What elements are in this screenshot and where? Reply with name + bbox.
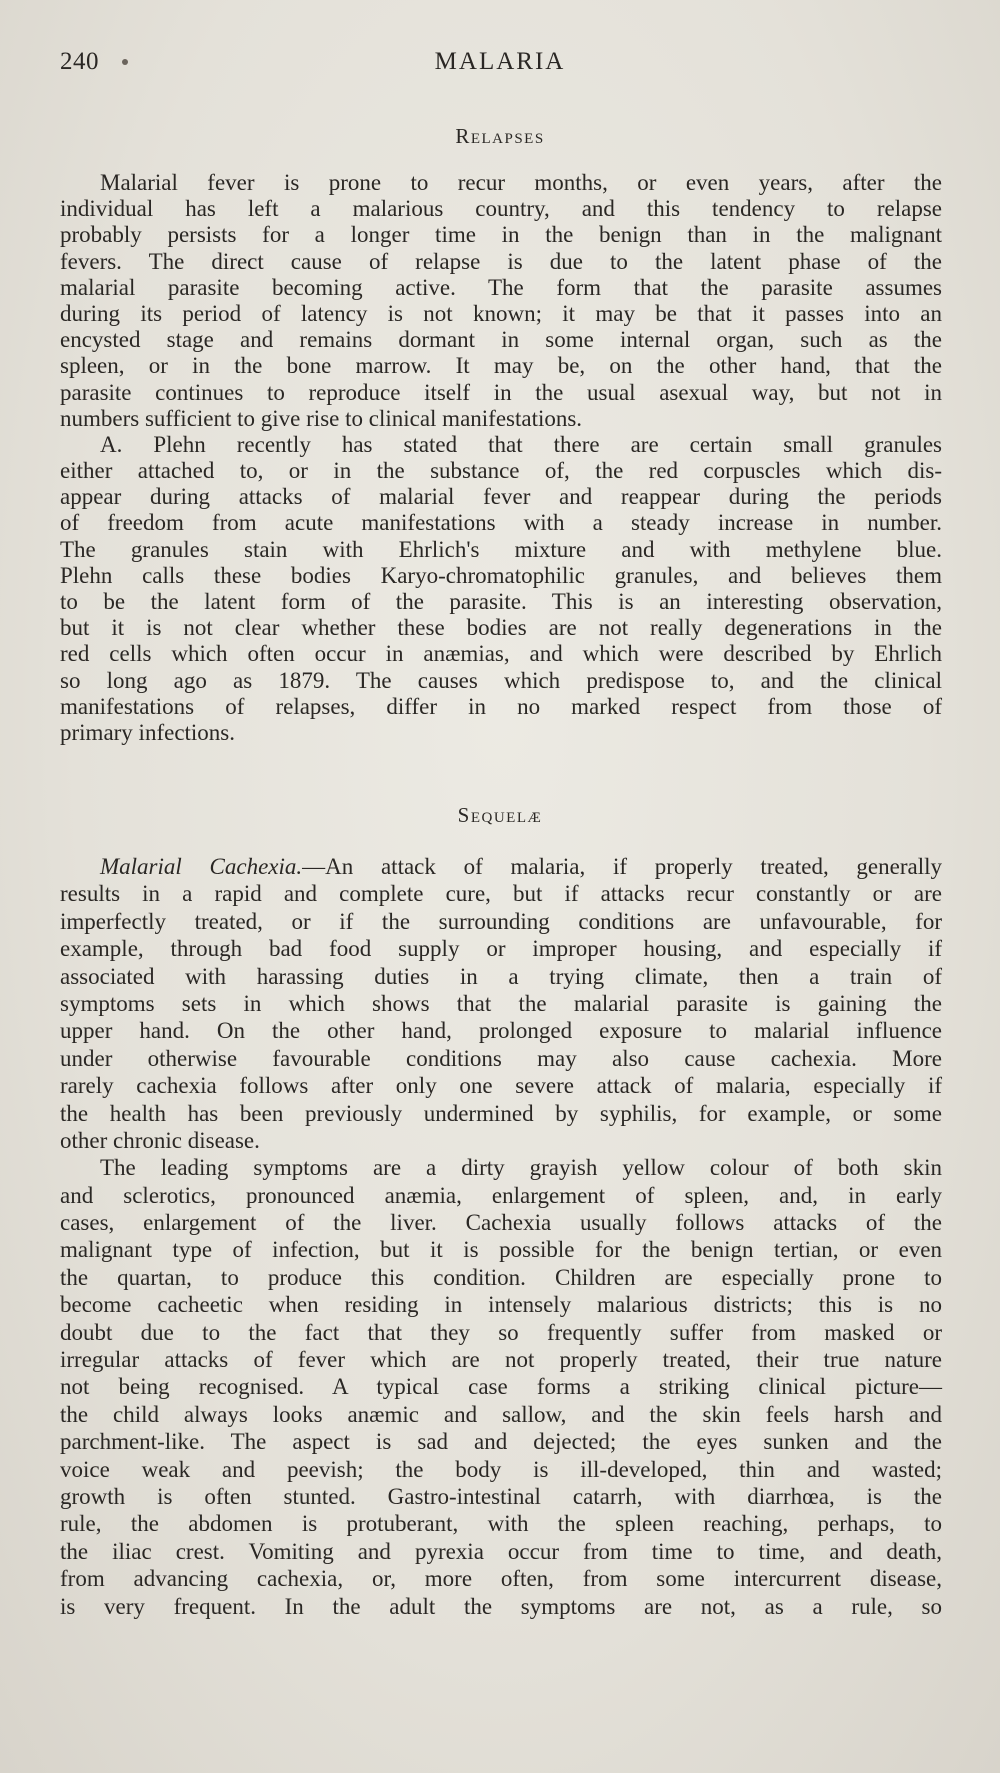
text-line: under otherwise favourable conditions may also cause cachexia. More [60, 1045, 942, 1071]
text-line: numbers sufficient to give rise to clinical manifestations. [60, 405, 583, 431]
text-line: of freedom from acute manifestations with a steady increase in number. [60, 510, 942, 536]
subheading-malarial-cachexia: Malarial Cachexia. [100, 854, 303, 879]
text-line: either attached to, or in the substance of, the red corpuscles which dis- [60, 458, 942, 484]
relapses-section-body [60, 170, 942, 746]
text-line: parasite continues to reproduce itself in the usual asexual way, but not in [60, 379, 942, 405]
text-line: but it is not clear whether these bodies are not really degenerations in the [60, 615, 942, 641]
text-line: example, through bad food supply or improper housing, and especially if [60, 936, 942, 962]
text-line: encysted stage and remains dormant in some internal organ, such as the [60, 327, 942, 353]
text-line: spleen, or in the bone marrow. It may be, on the other hand, that the [60, 353, 942, 379]
text-line: cases, enlargement of the liver. Cachexia usually follows attacks of the [60, 1210, 942, 1236]
text-line: is very frequent. In the adult the symptoms are not, as a rule, so [60, 1593, 942, 1619]
text-line: so long ago as 1879. The causes which predispose to, and the clinical [60, 667, 942, 693]
text-line: probably persists for a longer time in the benign than in the malignant [60, 222, 942, 248]
text-line: voice weak and peevish; the body is ill-developed, thin and wasted; [60, 1456, 942, 1482]
text-line: not being recognised. A typical case forms a striking clinical picture— [60, 1374, 942, 1400]
text-line: Malarial fever is prone to recur months, or even years, after the [100, 170, 942, 195]
text-line [60, 853, 942, 880]
text-fragment: —An attack of malaria, if properly treated, generally [302, 854, 942, 879]
text-line: the iliac crest. Vomiting and pyrexia occur from time to time, and death, [60, 1538, 942, 1564]
text-line: A. Plehn recently has stated that there are certain small granules [100, 431, 942, 457]
text-line: from advancing cachexia, or, more often, from some intercurrent disease, [60, 1566, 942, 1592]
text-line: irregular attacks of fever which are not properly treated, their true nature [60, 1347, 942, 1373]
text-line: The granules stain with Ehrlich's mixture and with methylene blue. [60, 536, 942, 562]
text-line: to be the latent form of the parasite. This is an interesting observation, [60, 589, 942, 614]
section-heading-sequelae: Sequelæ [457, 803, 543, 827]
text-line: primary infections. [60, 719, 236, 745]
text-line: the quartan, to produce this condition. Children are especially prone to [60, 1264, 942, 1290]
text-line: other chronic disease. [60, 1127, 260, 1153]
text-line: doubt due to the fact that they so frequently suffer from masked or [60, 1319, 942, 1345]
text-line: growth is often stunted. Gastro-intestinal catarrh, with diarrhœa, is the [60, 1483, 942, 1509]
section-heading-relapses: Relapses [455, 124, 545, 148]
text-line: malarial parasite becoming active. The form that the parasite assumes [60, 274, 942, 300]
sequelae-section-body [60, 853, 942, 1620]
text-line: the health has been previously undermined by syphilis, for example, or some [60, 1100, 942, 1126]
text-line: red cells which often occur in anæmias, and which were described by Ehrlich [60, 641, 942, 667]
text-line: associated with harassing duties in a trying climate, then a train of [60, 963, 942, 989]
text-line: imperfectly treated, or if the surrounding conditions are unfavourable, for [60, 908, 942, 934]
text-line: fevers. The direct cause of relapse is due to the latent phase of the [60, 248, 942, 274]
text-line: become cacheetic when residing in intensely malarious districts; this is no [60, 1292, 942, 1318]
text-line: individual has left a malarious country, and this tendency to relapse [60, 196, 942, 222]
text-line: upper hand. On the other hand, prolonged exposure to malarial influence [60, 1018, 942, 1044]
running-title: MALARIA [434, 48, 566, 75]
text-line: and sclerotics, pronounced anæmia, enlargement of spleen, and, in early [60, 1182, 942, 1208]
text-line: results in a rapid and complete cure, but if attacks recur constantly or are [60, 881, 942, 907]
text-line: during its period of latency is not known; it may be that it passes into an [60, 300, 942, 326]
text-line: malignant type of infection, but it is possible for the benign tertian, or even [60, 1237, 942, 1263]
text-line: The leading symptoms are a dirty grayish yellow colour of both skin [100, 1155, 942, 1181]
text-line: rarely cachexia follows after only one severe attack of malaria, especially if [60, 1073, 942, 1099]
page-number: 240 [60, 48, 99, 75]
page-header [60, 48, 940, 88]
text-line: symptoms sets in which shows that the malarial parasite is gaining the [60, 990, 942, 1016]
text-line: manifestations of relapses, differ in no marked respect from those of [60, 693, 942, 719]
text-line: rule, the abdomen is protuberant, with the spleen reaching, perhaps, to [60, 1511, 942, 1537]
text-line: appear during attacks of malarial fever and reappear during the periods [60, 484, 942, 510]
text-line: the child always looks anæmic and sallow, and the skin feels harsh and [60, 1401, 942, 1427]
text-line: Plehn calls these bodies Karyo-chromatophilic granules, and believes them [60, 562, 942, 588]
text-line: parchment-like. The aspect is sad and dejected; the eyes sunken and the [60, 1429, 942, 1455]
